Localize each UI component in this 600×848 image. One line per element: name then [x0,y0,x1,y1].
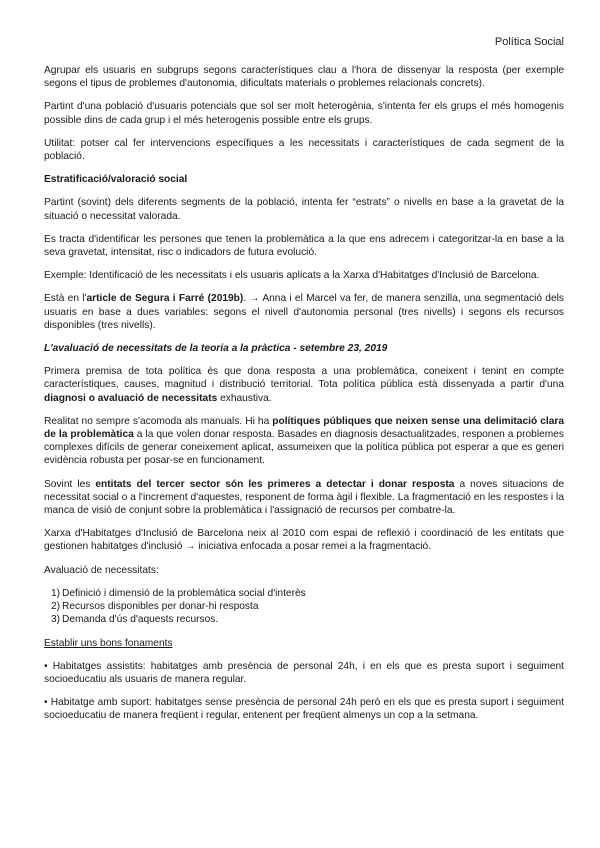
text-run: Primera premisa de tota política és que dona resposta a una problemàtica, coneixent i tenint en compte característiques, causes, magnitud i distribució territorial. Tota política pública està dissenyada a partir d'una [44,366,564,391]
bold-run: polítiques públiques que neixen sense una delimitació clara de la problemàtica [44,415,565,441]
paragraph-premise [44,365,564,405]
numbered-list [44,587,564,627]
paragraph-identify: Es tracta d'identificar les persones que tenen la problemàtica a la que ens adrecem i categoritzar-la en base a la seva gravetat, intensitat, risc o indicadors de futura evolució. [44,233,564,259]
text-run: exhaustiva. [217,392,272,404]
list-number: 1) [50,587,60,599]
paragraph-heterogeneity: Partint d'una població d'usuaris potencials que sol ser molt heterogènia, s'intenta fer els grups el més homogenis possible dins de cada grup i el més heterogenis possible entre els grups. [44,101,564,126]
text-run: a la que volen donar resposta. Basades en diagnosis desactualitzades, responen a problemes complexes difícils de generar coneixement aplicat, assumeixen que la política pública pot esperar a que es generi evidència robusta per posar-se en funcionament. [44,429,564,467]
bold-run: diagnosi o avaluació de necessitats [44,392,218,404]
text-run: a noves situacions de necessitat social o a l'increment d'aquestes, responent de forma àgil i flexible. La fragmentació en les respostes i la manca de visió de conjunt sobre la problemàtica i l'assignació de recursos per combatre-la. [44,478,564,517]
list-item [48,613,564,626]
text-run: Realitat no sempre s'acomoda als manuals. Hi ha [44,415,273,427]
list-number: 2) [50,601,60,613]
list-text: Recursos disponibles per donar-hi resposta [62,601,259,613]
list-item [48,600,564,613]
paragraph-example: Exemple: Identificació de les necessitats i els usuaris aplicats a la Xarxa d'Habitatges d'Inclusió de Barcelona. [44,270,540,282]
paragraph-grouping: Agrupar els usuaris en subgrups segons característiques clau a l'hora de dissenyar la resposta (per exemple segons el tipus de problemes d'autonomia, dificultats materials o problemes relacionals concrets). [44,65,564,90]
paragraph-supported-housing: • Habitatge amb suport: habitatges sense presència de personal 24h però en els que es presta suport i seguiment socioeducatiu de manera freqüent i regular, entenent per freqüent almenys un cop a la setmana. [44,697,564,722]
list-item [48,587,564,600]
paragraph-third-sector [44,478,564,518]
document-body [44,64,564,733]
section-heading-stratification: Estratificació/valoració social [44,174,188,186]
bold-run: article de Segura i Farré (2019b) [86,293,244,305]
paragraph-utility: Utilitat: potser cal fer intervencions específiques a les necessitats i característiques de cada segment de la població. [44,137,564,163]
paragraph-needs-evaluation: Avaluació de necessitats: [44,564,159,576]
text-run: . → Anna i el Marcel va fer, de manera senzilla, una segmentació dels usuaris en base a dues variables: segons el nivell d'autonomia personal (tres nivells) i segons els recursos disponibles (tres nivells). [44,293,564,331]
list-text: Demanda d'ús d'aquests recursos. [62,614,219,626]
list-number: 3) [50,614,60,626]
paragraph-network: Xarxa d'Habitatges d'Inclusió de Barcelona neix al 2010 com espai de reflexió i coordinació de les entitats que gestionen habitatges d'inclusió → iniciativa enfocada a posar remei a la fragmentació. [44,528,564,553]
text-run: Està en l' [44,293,87,305]
page-header-title: Política Social [494,36,564,48]
paragraph-strata: Partint (sovint) dels diferents segments de la població, intenta fer “estrats” o nivells en base a la gravetat de la situació o necessitat valorada. [44,197,564,222]
section-heading-foundations: Establir uns bons fonaments [44,637,173,649]
paragraph-reality [44,415,564,468]
paragraph-article [44,292,564,332]
text-run: Sovint les [44,478,96,490]
bold-run: entitats del tercer sector són les primeres a detectar i donar resposta [95,478,455,490]
paragraph-assisted-housing: • Habitatges assistits: habitatges amb presència de personal 24h, i en els que es presta suport i seguiment socioeducatiu als usuaris de manera regular. [44,660,564,685]
section-heading-evaluation: L'avaluació de necessitats de la teoria a la pràctica - setembre 23, 2019 [44,343,388,355]
list-text: Definició i dimensió de la problemàtica social d'interès [62,587,306,599]
